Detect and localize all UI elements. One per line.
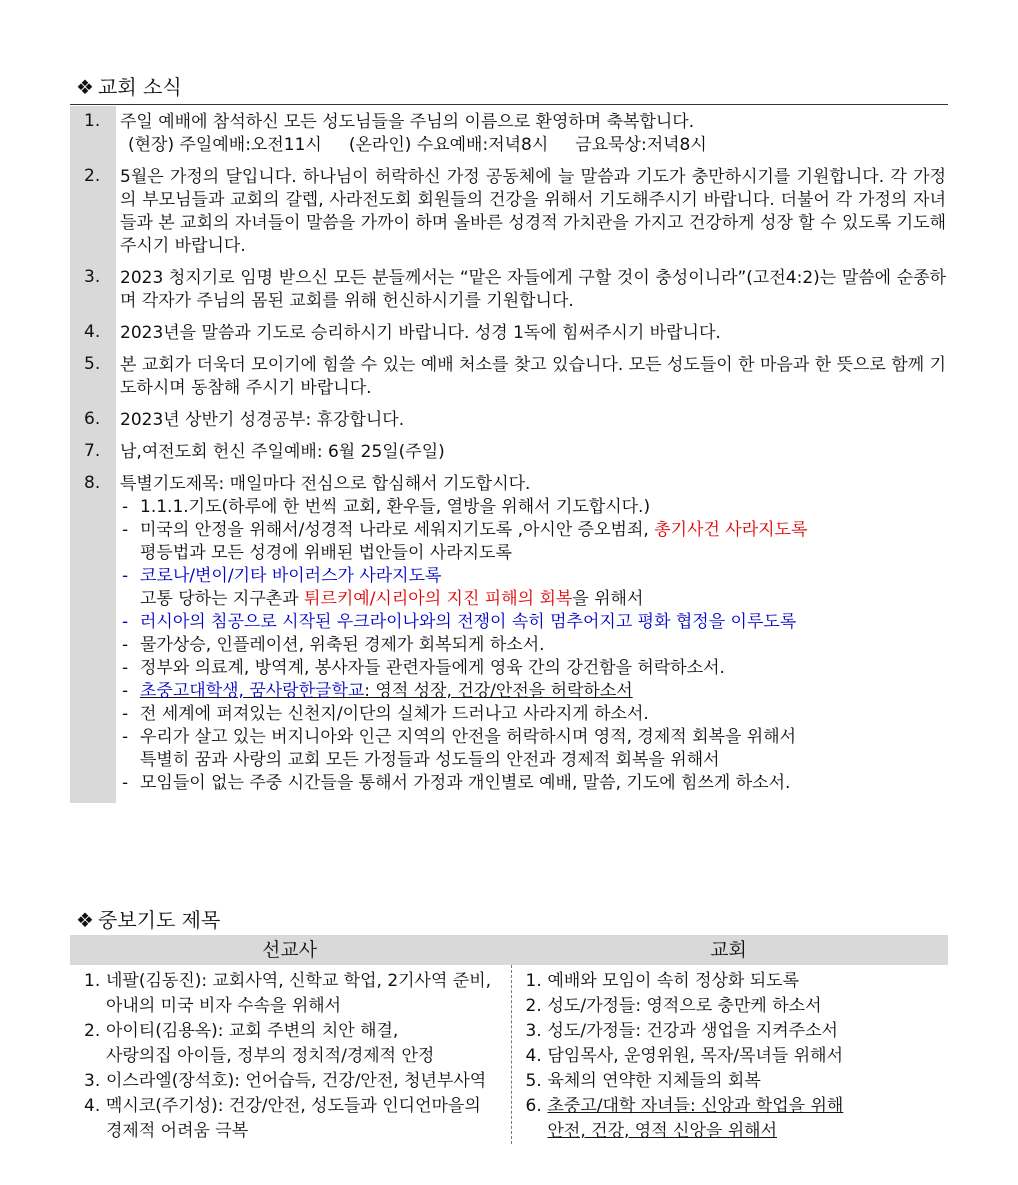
- highlight-blue: 러시아의 침공으로 시작된 우크라이나와의 전쟁이 속히 멈추어지고 평화 협정을 이루도록: [140, 612, 797, 632]
- worship-schedule: (현장) 주일예배:오전11시 (온라인) 수요예배:저녁8시 금요묵상:저녁8시: [128, 135, 707, 155]
- item-text: 2023년을 말씀과 기도로 승리하시기 바랍니다. 성경 1독에 힘써주시기 바랍니다.: [120, 323, 721, 343]
- news-item: [70, 349, 948, 404]
- prayer-table-header: [70, 935, 948, 965]
- prayer-heading-text: 중보기도 제목: [98, 908, 221, 932]
- news-heading-text: 교회 소식: [98, 75, 182, 99]
- item-text: 본 교회가 더욱더 모이기에 힘쓸 수 있는 예배 처소를 찾고 있습니다. 모든 성도들이 한 마음과 한 뜻으로 함께 기도하시며 동참해 주시기 바랍니다.: [120, 355, 946, 398]
- news-item: [70, 262, 948, 317]
- highlight-red: 총기사건 사라지도록: [654, 520, 808, 540]
- church-item: 3. 성도/가정들: 건강과 생업을 지켜주소서: [525, 1021, 838, 1041]
- item-number: 2.: [70, 161, 116, 262]
- item-number: 4.: [70, 317, 116, 349]
- prayer-heading: [76, 907, 220, 933]
- church-item: 5. 육체의 연약한 지체들의 회복: [525, 1071, 761, 1091]
- missionary-item: 1. 네팔(김동진): 교회사역, 신학교 학업, 2기사역 준비, 아내의 미국 비자 수속을 위해서: [84, 971, 492, 1016]
- item-text: 2023년 상반기 성경공부: 휴강합니다.: [120, 410, 405, 430]
- item-text: 주일 예배에 참석하신 모든 성도님들을 주님의 이름으로 환영하며 축복합니다.: [120, 112, 695, 132]
- prayer-sub-item: - 전 세계에 퍼져있는 신천지/이단의 실체가 드러나고 사라지게 하소서.: [122, 704, 649, 724]
- prayer-sub-item: - 미국의 안정을 위해서/성경적 나라로 세워지기도록 ,아시안 증오범죄, 총기사건 사라지도록 평등법과 모든 성경에 위배된 법안들이 사라지도록: [122, 520, 808, 563]
- item-text: 2023 청지기로 임명 받으신 모든 분들께서는 “맡은 자들에게 구할 것이 충성이니라”(고전4:2)는 말씀에 순종하며 각자가 주님의 몸된 교회를 위해 헌신하시기를 기원합니다.: [120, 268, 946, 311]
- prayer-intro: 특별기도제목: 매일마다 전심으로 합심해서 기도합시다.: [120, 474, 531, 494]
- missionary-item: 2. 아이티(김용옥): 교회 주변의 치안 해결, 사랑의집 아이들, 정부의 정치적/경제적 안정: [84, 1021, 435, 1066]
- news-heading: [76, 74, 182, 100]
- item-text: 남,여전도회 헌신 주일예배: 6월 25일(주일): [120, 442, 445, 462]
- item-number: 6.: [70, 404, 116, 436]
- prayer-sub-item: - 1.1.1.기도(하루에 한 번씩 교회, 환우들, 열방을 위해서 기도합시다.): [122, 497, 651, 517]
- prayer-table: [70, 935, 948, 1144]
- missionary-column-title: 선교사: [261, 939, 318, 961]
- item-number: 1.: [70, 106, 116, 161]
- item-number: 3.: [70, 262, 116, 317]
- item-number: 7.: [70, 436, 116, 468]
- prayer-sub-item: - 초중고대학생, 꿈사랑한글학교: 영적 성장, 건강/안전을 허락하소서: [122, 681, 633, 701]
- prayer-sub-item: - 코로나/변이/기타 바이러스가 사라지도록 고통 당하는 지구촌과 튀르키예/시리아의 지진 피해의 회복을 위해서: [122, 566, 644, 609]
- prayer-sub-item: - 모임들이 없는 주중 시간들을 통해서 가정과 개인별로 예배, 말씀, 기도에 힘쓰게 하소서.: [122, 773, 791, 793]
- church-item: 2. 성도/가정들: 영적으로 충만케 하소서: [525, 996, 822, 1016]
- news-item: [70, 436, 948, 468]
- missionary-item: 3. 이스라엘(장석호): 언어습득, 건강/안전, 청년부사역: [84, 1071, 487, 1091]
- prayer-sub-item: - 정부와 의료계, 방역계, 봉사자들 관련자들에게 영육 간의 강건함을 허락하소서.: [122, 658, 725, 678]
- highlight-red: 튀르키예/시리아의 지진 피해의 회복: [304, 589, 573, 609]
- prayer-sub-item: - 러시아의 침공으로 시작된 우크라이나와의 전쟁이 속히 멈추어지고 평화 협정을 이루도록: [122, 612, 797, 632]
- highlight-blue: 코로나/변이/기타 바이러스가 사라지도록: [140, 566, 442, 586]
- diamond-bullet-icon: ❖: [76, 908, 94, 932]
- church-list: [512, 965, 949, 1144]
- news-item-prayer: [70, 468, 948, 803]
- news-item: [70, 404, 948, 436]
- church-item: 4. 담임목사, 운영위원, 목자/목녀들 위해서: [525, 1046, 843, 1066]
- church-item: 1. 예배와 모임이 속히 정상화 되도록: [525, 971, 800, 991]
- news-item: [70, 161, 948, 262]
- item-number: 5.: [70, 349, 116, 404]
- item-text: 5월은 가정의 달입니다. 하나님이 허락하신 가정 공동체에 늘 말씀과 기도가 충만하시기를 기원합니다. 각 가정의 부모님들과 교회의 갈렙, 사라전도회 회원들의 건강을 위해서 기도해주시기 바랍니다. 더불어 각 가정의 자녀들과 본 교회의 자녀들이 말씀을 가까이 하며 올바른 성경적 가치관을 가지고 건강하게 성장 할 수 있도록 기도해주시기 바랍니다.: [120, 167, 946, 256]
- heading-rule: [70, 104, 948, 105]
- highlight-blue: 초중고대학생, 꿈사랑한글학교: [140, 681, 365, 701]
- news-list: [70, 106, 948, 803]
- item-number: 8.: [70, 468, 116, 803]
- diamond-bullet-icon: ❖: [76, 75, 94, 99]
- missionary-item: 4. 멕시코(주기성): 건강/안전, 성도들과 인디언마을의 경제적 어려움 극복: [84, 1096, 481, 1141]
- news-item: [70, 106, 948, 161]
- prayer-sub-item: - 물가상승, 인플레이션, 위축된 경제가 회복되게 하소서.: [122, 635, 545, 655]
- news-item: [70, 317, 948, 349]
- church-column-title: 교회: [710, 939, 747, 961]
- prayer-sub-item: - 우리가 살고 있는 버지니아와 인근 지역의 안전을 허락하시며 영적, 경제적 회복을 위해서 특별히 꿈과 사랑의 교회 모든 가정들과 성도들의 안전과 경제적 회복을 위해서: [122, 727, 797, 770]
- church-item: 6. 초중고/대학 자녀들: 신앙과 학업을 위해 안전, 건강, 영적 신앙을 위해서: [525, 1096, 844, 1141]
- missionary-list: [70, 965, 512, 1144]
